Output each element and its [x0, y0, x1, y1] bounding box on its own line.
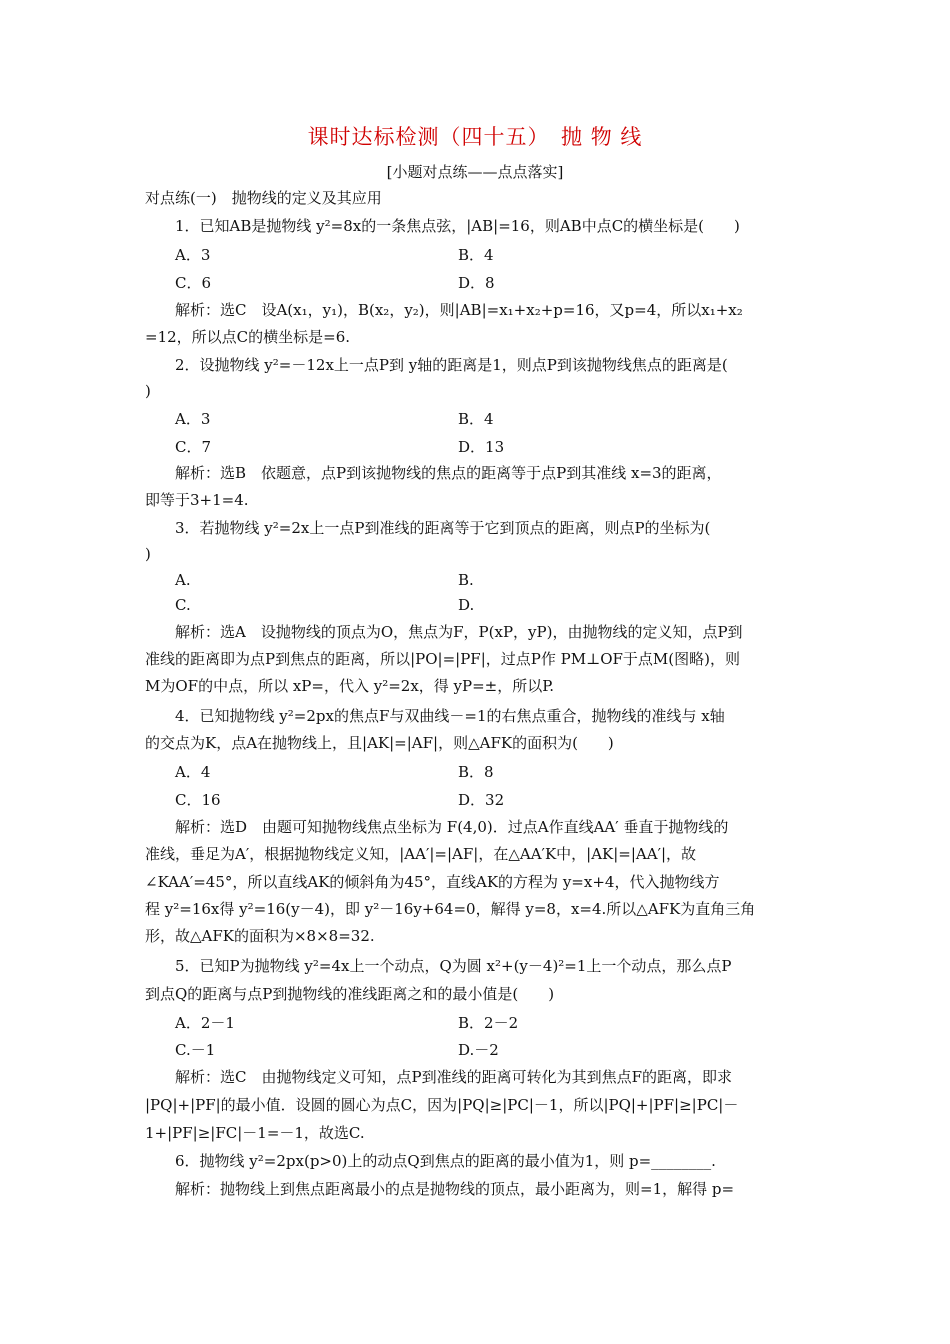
q3-option-a: A. — [175, 571, 191, 589]
q5-option-d: D.－2 — [458, 1041, 499, 1059]
q6-solution-line: 解析：抛物线上到焦点距离最小的点是抛物线的顶点，最小距离为，则=1，解得 p= — [175, 1180, 735, 1198]
q5-option-b: B．2－2 — [458, 1014, 519, 1032]
q4-solution-line: 解析：选D 由题可知抛物线焦点坐标为 F(4,0)．过点A作直线AA′ 垂直于抛物线的 — [175, 818, 729, 836]
q4-option-d: D．32 — [458, 791, 505, 809]
q4-solution-line: 准线，垂足为A′，根据抛物线定义知，|AA′|=|AF|，在△AA′K中，|AK|=|AA′|，故 — [145, 845, 697, 863]
question-1-stem: 1．已知AB是抛物线 y²=8x的一条焦点弦，|AB|=16，则AB中点C的横坐标是( ) — [175, 217, 740, 235]
question-5-stem: 5．已知P为抛物线 y²=4x上一个动点，Q为圆 x²+(y－4)²=1上一个动点，那么点P — [175, 957, 732, 975]
q5-solution-line: |PQ|+|PF|的最小值．设圆的圆心为点C，因为|PQ|≥|PC|－1，所以|PQ|+|PF|≥|PC|－ — [145, 1096, 739, 1114]
q2-solution-line: 解析：选B 依题意，点P到该抛物线的焦点的距离等于点P到其准线 x=3的距离， — [175, 464, 722, 482]
q2-option-d: D．13 — [458, 438, 505, 456]
q3-solution-line: 准线的距离即为点P到焦点的距离，所以|PO|=|PF|，过点P作 PM⊥OF于点M(图略)，则 — [145, 650, 740, 668]
page-title: 课时达标检测（四十五） 抛 物 线 — [307, 125, 643, 149]
q2-option-a: A．3 — [175, 410, 211, 428]
q4-option-a: A．4 — [175, 763, 211, 781]
q1-solution-line: 解析：选C 设A(x₁，y₁)，B(x₂，y₂)，则|AB|=x₁+x₂+p=16，又p=4，所以x₁+x₂ — [175, 301, 743, 319]
q4-solution-line: ∠KAA′=45°，所以直线AK的倾斜角为45°，直线AK的方程为 y=x+4，代入抛物线方 — [145, 873, 720, 891]
question-4-stem: 4．已知抛物线 y²=2px的焦点F与双曲线－=1的右焦点重合，抛物线的准线与 x轴 — [175, 707, 725, 725]
q3-solution-line: 解析：选A 设抛物线的顶点为O，焦点为F，P(xP，yP)，由抛物线的定义知，点P到 — [175, 623, 743, 641]
question-4-stem: 的交点为K，点A在抛物线上，且|AK|=|AF|，则△AFK的面积为( ) — [145, 734, 614, 752]
q1-option-b: B．4 — [458, 246, 494, 264]
q4-solution-line: 程 y²=16x得 y²=16(y－4)，即 y²－16y+64=0，解得 y=8，x=4.所以△AFK为直角三角 — [145, 900, 756, 918]
q1-option-c: C．6 — [175, 274, 212, 292]
question-5-stem: 到点Q的距离与点P到抛物线的准线距离之和的最小值是( ) — [145, 985, 555, 1003]
q2-option-b: B．4 — [458, 410, 494, 428]
q4-solution-line: 形，故△AFK的面积为×8×8=32. — [145, 927, 375, 945]
q3-option-d: D. — [458, 596, 475, 614]
q5-solution-line: 1+|PF|≥|FC|－1=－1，故选C. — [145, 1124, 365, 1142]
q3-option-c: C. — [175, 596, 191, 614]
q3-solution-line: M为OF的中点，所以 xP=，代入 y²=2x，得 yP=±，所以P. — [145, 677, 555, 695]
q2-solution-line: 即等于3+1=4. — [145, 491, 249, 509]
question-2-stem: ) — [145, 382, 151, 400]
q1-solution-line: =12，所以点C的横坐标是=6. — [145, 328, 351, 346]
page-subtitle: [小题对点练——点点落实] — [386, 163, 564, 181]
q4-option-b: B．8 — [458, 763, 494, 781]
q4-option-c: C．16 — [175, 791, 221, 809]
section-heading: 对点练(一) 抛物线的定义及其应用 — [145, 189, 382, 207]
question-6-stem: 6．抛物线 y²=2px(p>0)上的动点Q到焦点的距离的最小值为1，则 p=________. — [175, 1152, 716, 1170]
question-2-stem: 2．设抛物线 y²=－12x上一点P到 y轴的距离是1，则点P到该抛物线焦点的距离是( — [175, 356, 728, 374]
q2-option-c: C．7 — [175, 438, 212, 456]
q3-option-b: B. — [458, 571, 474, 589]
q5-option-a: A．2－1 — [175, 1014, 235, 1032]
q1-option-d: D．8 — [458, 274, 495, 292]
q5-option-c: C.－1 — [175, 1041, 216, 1059]
question-3-stem: 3．若抛物线 y²=2x上一点P到准线的距离等于它到顶点的距离，则点P的坐标为( — [175, 519, 711, 537]
q1-option-a: A．3 — [175, 246, 211, 264]
question-3-stem: ) — [145, 545, 151, 563]
q5-solution-line: 解析：选C 由抛物线定义可知，点P到准线的距离可转化为其到焦点F的距离，即求 — [175, 1068, 732, 1086]
